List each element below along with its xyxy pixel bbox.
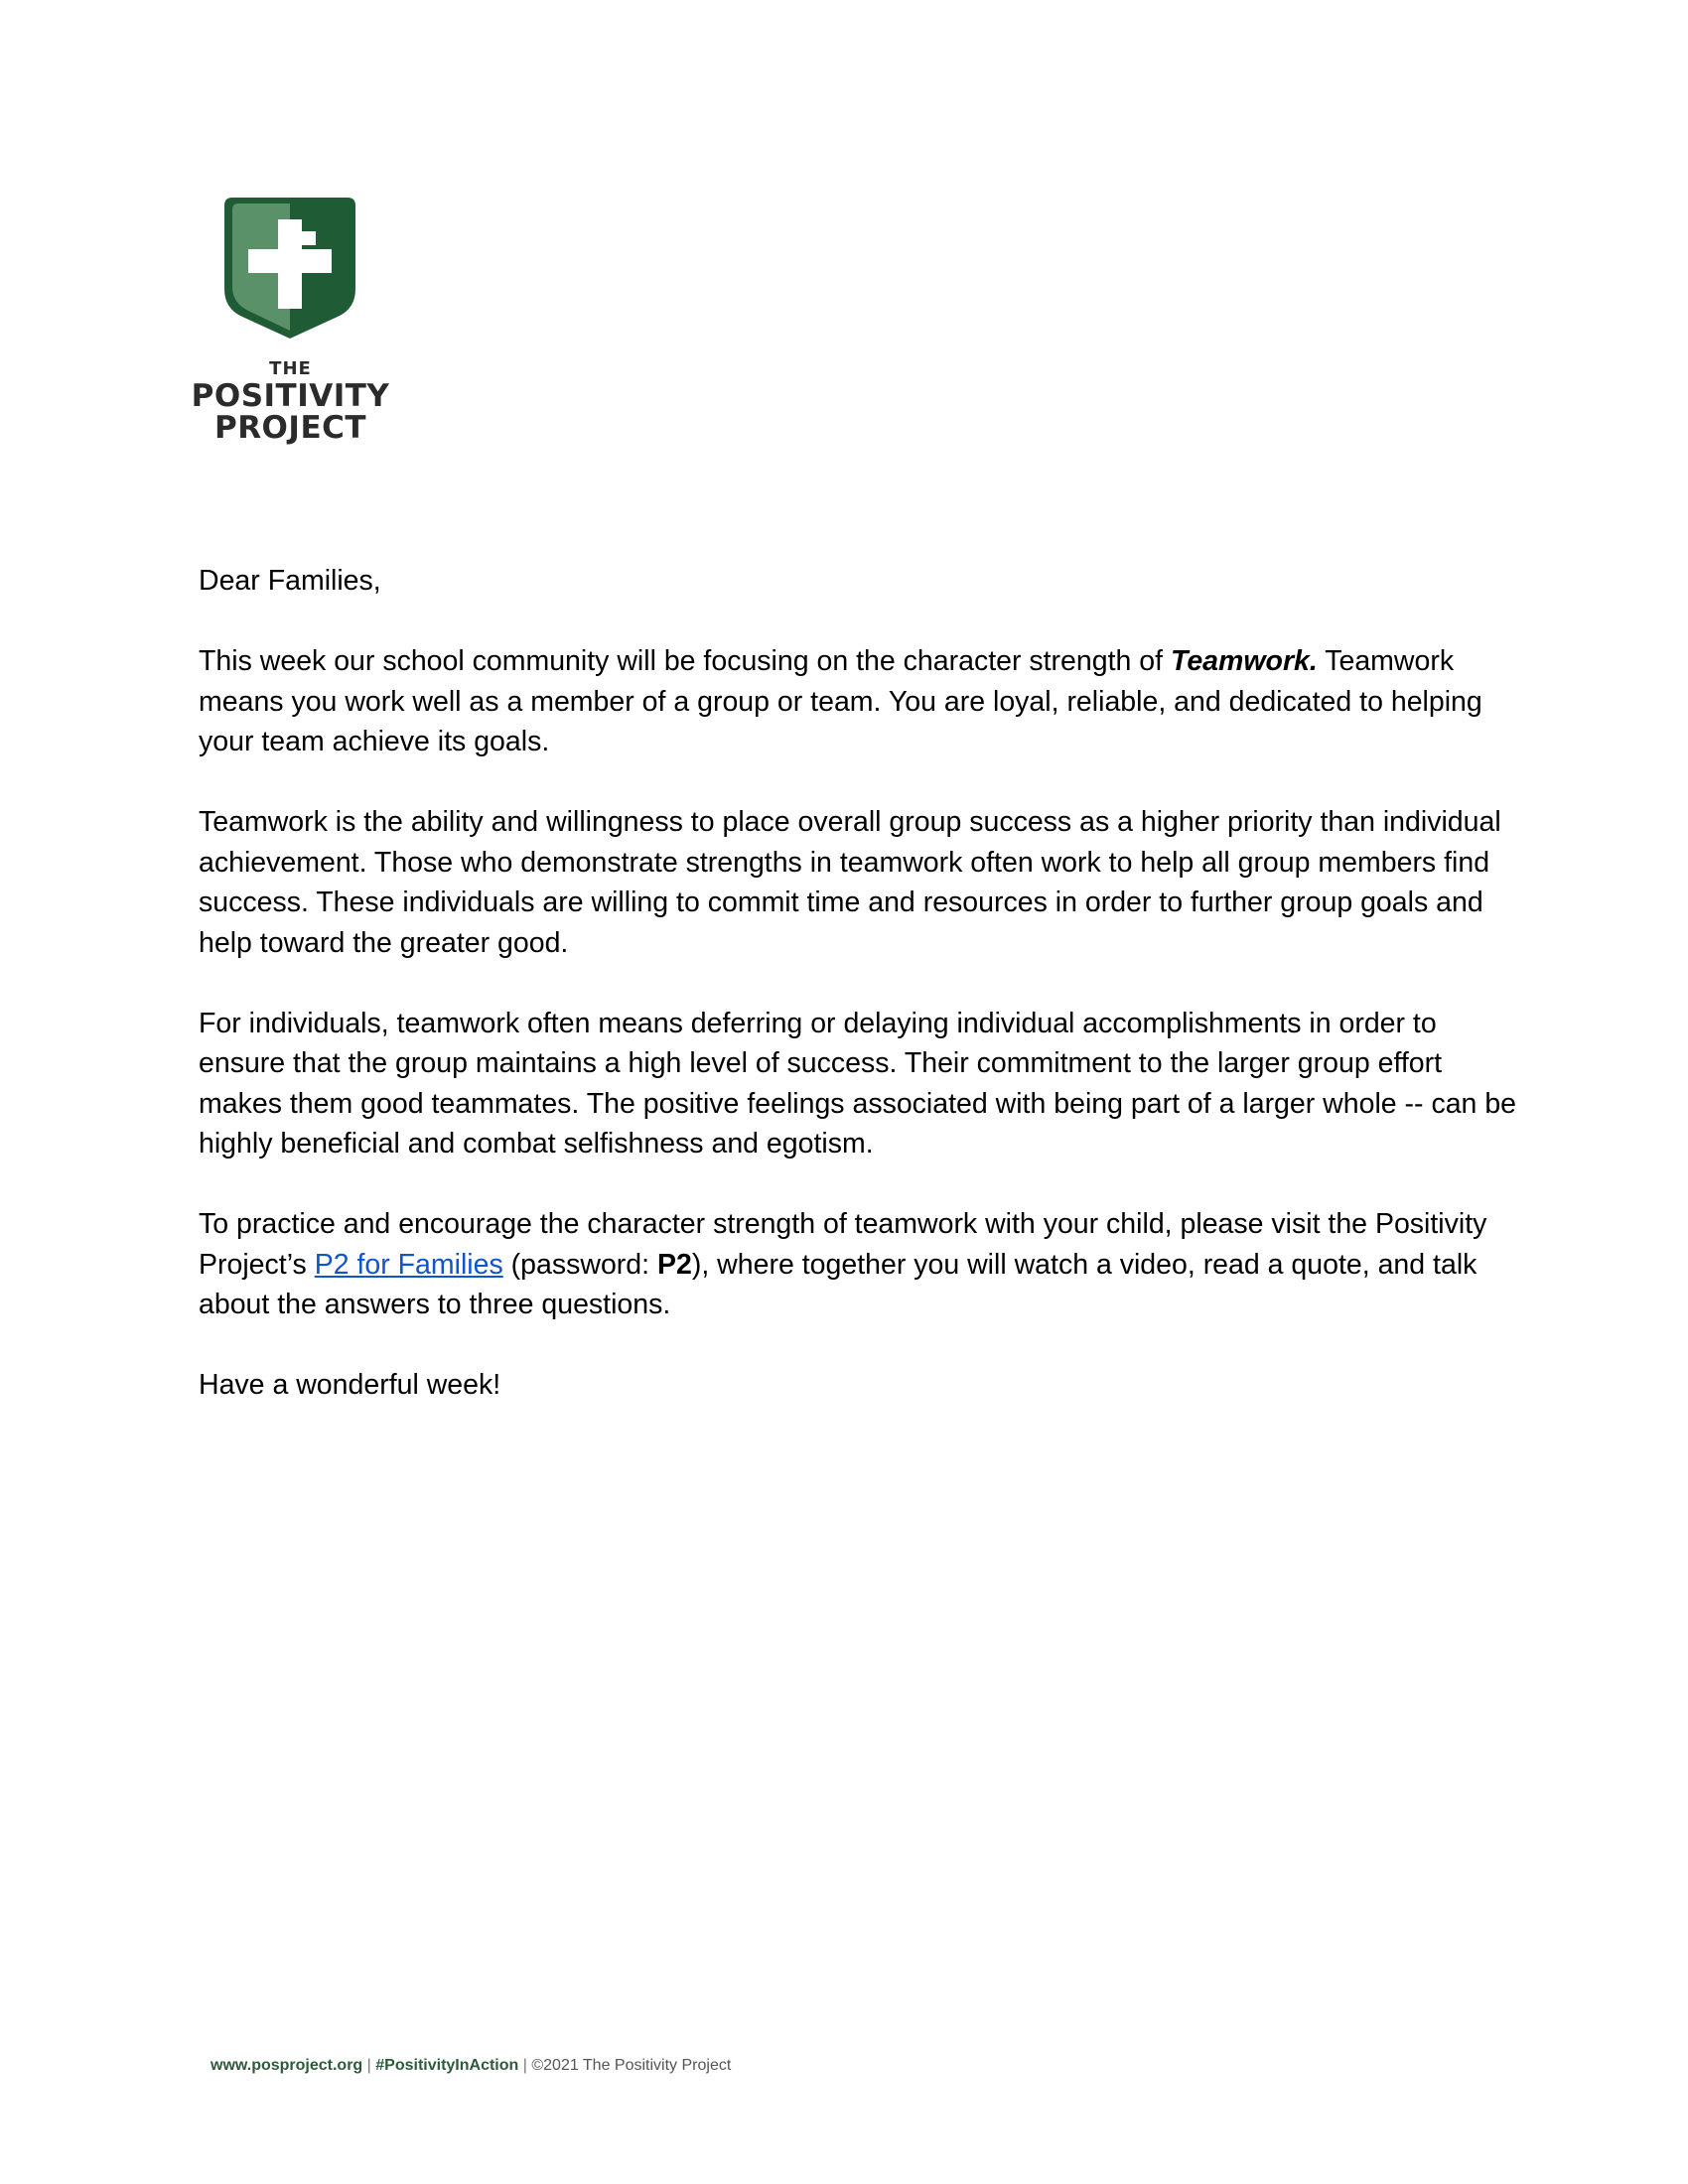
password-label: (password:	[502, 1248, 657, 1281]
paragraph-1	[199, 641, 1519, 762]
logo-line-2: POSITIVITY	[191, 378, 390, 414]
password-value: P2	[656, 1248, 692, 1281]
paragraph-1-definition: Teamwork means you work well as a member of a group or team. You are loyal, reliable, and dedicated to helping your team achieve its goals.	[199, 645, 1482, 757]
p2-for-families-link[interactable]: P2 for Families	[314, 1248, 503, 1281]
positivity-project-logo	[189, 194, 392, 447]
logo-line-3: PROJECT	[213, 410, 367, 446]
paragraph-2: Teamwork is the ability and willingness to place overall group success as a higher priority than individual achievement. Those who demonstrate strengths in teamwork often work to help all group members find success. These individuals are willing to commit time and resources in order to further group goals and help toward the greater good.	[199, 806, 1501, 959]
website-link[interactable]: www.posproject.org	[211, 2057, 363, 2074]
logo-line-1: THE	[269, 358, 312, 379]
closing: Have a wonderful week!	[199, 1369, 501, 1401]
strength-name: Teamwork.	[1170, 645, 1318, 677]
letter-body	[199, 561, 1519, 1445]
greeting: Dear Families,	[199, 565, 381, 597]
footer-separator: |	[366, 2057, 371, 2074]
footer	[211, 2057, 731, 2075]
copyright: ©2021 The Positivity Project	[531, 2057, 732, 2074]
paragraph-4-intro: To practice and encourage the character strength of teamwork with your child, please visit the Positivity Project’s	[199, 1208, 1487, 1281]
logo-wordmark	[189, 360, 392, 444]
hashtag: #PositivityInAction	[375, 2057, 519, 2074]
paragraph-4	[199, 1204, 1519, 1325]
shield-plus-icon	[220, 194, 359, 342]
paragraph-1-intro: This week our school community will be focusing on the character strength of	[199, 645, 1171, 677]
footer-separator: |	[522, 2057, 527, 2074]
paragraph-4-end: ), where together you will watch a video, read a quote, and talk about the answers to three questions.	[199, 1248, 1477, 1320]
paragraph-3: For individuals, teamwork often means deferring or delaying individual accomplishments in order to ensure that the group maintains a high level of success. Their commitment to the larger group effort makes them good teammates. The positive feelings associated with being part of a larger whole -- can be highly beneficial and combat selfishness and egotism.	[199, 1007, 1517, 1160]
